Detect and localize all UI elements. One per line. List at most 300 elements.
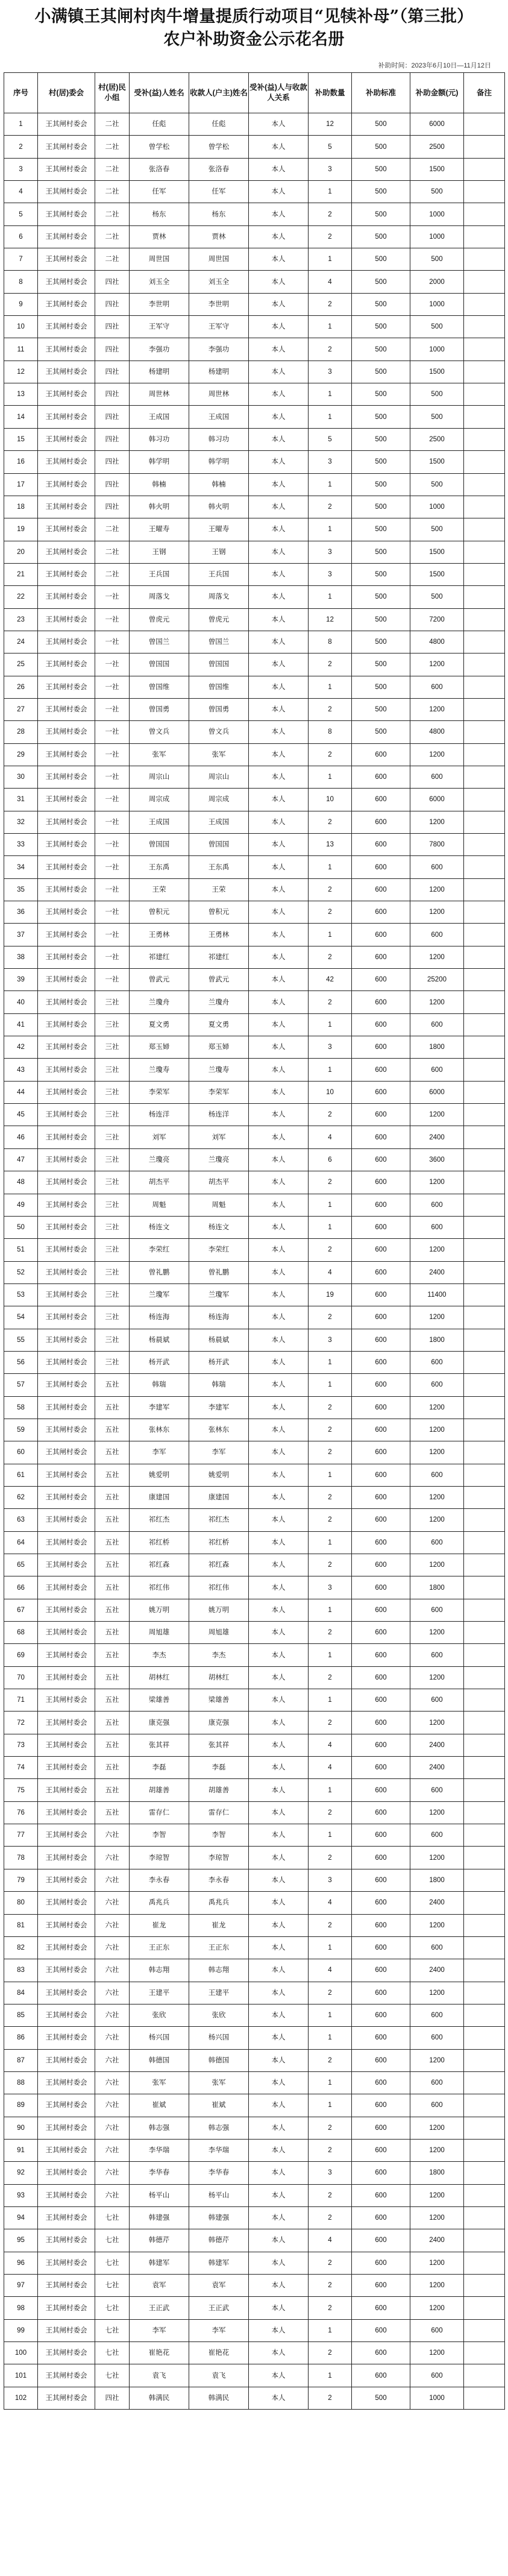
cell-quantity: 1 xyxy=(309,1351,352,1373)
cell-relation: 本人 xyxy=(249,383,309,406)
cell-seq: 50 xyxy=(4,1216,38,1238)
cell-remark xyxy=(464,1892,505,1914)
cell-seq: 58 xyxy=(4,1396,38,1419)
cell-relation: 本人 xyxy=(249,248,309,271)
cell-village: 王其闸村委会 xyxy=(38,1824,95,1847)
cell-group: 七社 xyxy=(95,2364,130,2387)
cell-payee: 韩建军 xyxy=(189,2252,249,2274)
cell-quantity: 1 xyxy=(309,2004,352,2026)
cell-beneficiary: 韩学明 xyxy=(130,451,189,473)
table-row xyxy=(4,473,505,496)
cell-quantity: 3 xyxy=(309,1036,352,1059)
cell-remark xyxy=(464,1824,505,1847)
cell-beneficiary: 韩德国 xyxy=(130,2049,189,2071)
cell-group: 四社 xyxy=(95,293,130,315)
cell-standard: 600 xyxy=(352,1441,410,1464)
cell-payee: 韩火明 xyxy=(189,496,249,518)
cell-quantity: 2 xyxy=(309,653,352,676)
cell-remark xyxy=(464,563,505,585)
cell-payee: 康建国 xyxy=(189,1486,249,1508)
cell-quantity: 8 xyxy=(309,721,352,743)
table-row xyxy=(4,2004,505,2026)
cell-quantity: 1 xyxy=(309,1013,352,1036)
cell-standard: 600 xyxy=(352,1036,410,1059)
table-row xyxy=(4,316,505,338)
cell-relation: 本人 xyxy=(249,1666,309,1689)
cell-group: 三社 xyxy=(95,1059,130,1081)
cell-group: 一社 xyxy=(95,878,130,901)
cell-amount: 1800 xyxy=(410,1036,464,1059)
cell-village: 王其闸村委会 xyxy=(38,1419,95,1441)
cell-amount: 6000 xyxy=(410,113,464,136)
cell-seq: 65 xyxy=(4,1554,38,1576)
cell-group: 七社 xyxy=(95,2252,130,2274)
cell-amount: 600 xyxy=(410,1351,464,1373)
cell-seq: 61 xyxy=(4,1464,38,1486)
cell-village: 王其闸村委会 xyxy=(38,1464,95,1486)
cell-standard: 600 xyxy=(352,2275,410,2297)
cell-relation: 本人 xyxy=(249,1351,309,1373)
cell-village: 王其闸村委会 xyxy=(38,834,95,856)
cell-relation: 本人 xyxy=(249,271,309,293)
cell-group: 一社 xyxy=(95,676,130,698)
cell-amount: 1200 xyxy=(410,1666,464,1689)
cell-payee: 王成国 xyxy=(189,406,249,428)
cell-beneficiary: 韩志强 xyxy=(130,2117,189,2139)
cell-relation: 本人 xyxy=(249,113,309,136)
cell-remark xyxy=(464,2004,505,2026)
cell-relation: 本人 xyxy=(249,1104,309,1126)
cell-seq: 34 xyxy=(4,856,38,878)
table-row xyxy=(4,1104,505,1126)
cell-standard: 600 xyxy=(352,766,410,788)
cell-payee: 张其祥 xyxy=(189,1734,249,1756)
cell-standard: 600 xyxy=(352,2162,410,2184)
cell-standard: 600 xyxy=(352,1914,410,1936)
cell-remark xyxy=(464,1306,505,1329)
cell-beneficiary: 周落戈 xyxy=(130,586,189,608)
cell-payee: 周落戈 xyxy=(189,586,249,608)
cell-beneficiary: 祁红伟 xyxy=(130,1576,189,1599)
cell-group: 三社 xyxy=(95,1104,130,1126)
cell-amount: 600 xyxy=(410,766,464,788)
cell-seq: 71 xyxy=(4,1689,38,1712)
cell-remark xyxy=(464,383,505,406)
table-row xyxy=(4,1576,505,1599)
cell-group: 五社 xyxy=(95,1419,130,1441)
cell-remark xyxy=(464,1509,505,1531)
cell-seq: 98 xyxy=(4,2297,38,2319)
cell-quantity: 1 xyxy=(309,924,352,946)
cell-relation: 本人 xyxy=(249,2049,309,2071)
cell-standard: 600 xyxy=(352,1959,410,1982)
cell-village: 王其闸村委会 xyxy=(38,766,95,788)
table-row xyxy=(4,181,505,203)
cell-village: 王其闸村委会 xyxy=(38,2184,95,2206)
cell-standard: 500 xyxy=(352,653,410,676)
table-row xyxy=(4,2162,505,2184)
cell-quantity: 2 xyxy=(309,2342,352,2364)
cell-amount: 6000 xyxy=(410,1081,464,1103)
cell-standard: 600 xyxy=(352,1216,410,1238)
cell-remark xyxy=(464,1734,505,1756)
cell-amount: 600 xyxy=(410,856,464,878)
cell-group: 五社 xyxy=(95,1712,130,1734)
cell-amount: 1200 xyxy=(410,2252,464,2274)
cell-relation: 本人 xyxy=(249,2071,309,2094)
cell-seq: 42 xyxy=(4,1036,38,1059)
cell-remark xyxy=(464,1126,505,1148)
cell-amount: 500 xyxy=(410,316,464,338)
cell-remark xyxy=(464,631,505,653)
table-row xyxy=(4,2275,505,2297)
cell-amount: 1200 xyxy=(410,1982,464,2004)
cell-relation: 本人 xyxy=(249,1689,309,1712)
cell-village: 王其闸村委会 xyxy=(38,1059,95,1081)
cell-quantity: 2 xyxy=(309,2252,352,2274)
cell-standard: 600 xyxy=(352,2004,410,2026)
cell-quantity: 1 xyxy=(309,518,352,541)
cell-payee: 任彪 xyxy=(189,113,249,136)
cell-remark xyxy=(464,1712,505,1734)
cell-beneficiary: 袁军 xyxy=(130,2275,189,2297)
cell-relation: 本人 xyxy=(249,789,309,811)
cell-seq: 91 xyxy=(4,2139,38,2161)
cell-village: 王其闸村委会 xyxy=(38,2162,95,2184)
cell-standard: 500 xyxy=(352,518,410,541)
cell-amount: 1000 xyxy=(410,338,464,361)
cell-relation: 本人 xyxy=(249,1982,309,2004)
cell-standard: 500 xyxy=(352,293,410,315)
cell-payee: 李强功 xyxy=(189,338,249,361)
cell-relation: 本人 xyxy=(249,451,309,473)
cell-payee: 李军 xyxy=(189,1441,249,1464)
cell-standard: 600 xyxy=(352,2071,410,2094)
cell-remark xyxy=(464,361,505,383)
cell-relation: 本人 xyxy=(249,1194,309,1216)
cell-beneficiary: 刘玉全 xyxy=(130,271,189,293)
cell-remark xyxy=(464,2275,505,2297)
cell-group: 一社 xyxy=(95,721,130,743)
cell-quantity: 2 xyxy=(309,1666,352,1689)
cell-amount: 1200 xyxy=(410,1801,464,1824)
cell-village: 王其闸村委会 xyxy=(38,1306,95,1329)
cell-remark xyxy=(464,1464,505,1486)
cell-village: 王其闸村委会 xyxy=(38,1283,95,1306)
cell-standard: 500 xyxy=(352,428,410,450)
cell-seq: 39 xyxy=(4,969,38,991)
cell-remark xyxy=(464,1847,505,1869)
cell-quantity: 2 xyxy=(309,698,352,720)
cell-amount: 1200 xyxy=(410,2117,464,2139)
cell-village: 王其闸村委会 xyxy=(38,2094,95,2117)
cell-relation: 本人 xyxy=(249,2184,309,2206)
cell-standard: 600 xyxy=(352,1801,410,1824)
table-row xyxy=(4,856,505,878)
cell-village: 王其闸村委会 xyxy=(38,248,95,271)
cell-relation: 本人 xyxy=(249,1734,309,1756)
cell-village: 王其闸村委会 xyxy=(38,2319,95,2341)
cell-remark xyxy=(464,136,505,158)
cell-amount: 2400 xyxy=(410,1734,464,1756)
cell-payee: 韩志翔 xyxy=(189,1959,249,1982)
cell-group: 六社 xyxy=(95,2027,130,2049)
cell-remark xyxy=(464,1396,505,1419)
cell-payee: 杨开武 xyxy=(189,1351,249,1373)
table-row xyxy=(4,293,505,315)
table-row xyxy=(4,1036,505,1059)
cell-relation: 本人 xyxy=(249,1283,309,1306)
cell-remark xyxy=(464,946,505,968)
cell-standard: 600 xyxy=(352,924,410,946)
cell-remark xyxy=(464,1576,505,1599)
cell-quantity: 3 xyxy=(309,361,352,383)
cell-relation: 本人 xyxy=(249,901,309,924)
cell-group: 三社 xyxy=(95,1013,130,1036)
cell-payee: 李世明 xyxy=(189,293,249,315)
cell-payee: 崔斌 xyxy=(189,2094,249,2117)
cell-village: 王其闸村委会 xyxy=(38,361,95,383)
cell-relation: 本人 xyxy=(249,1779,309,1801)
cell-seq: 38 xyxy=(4,946,38,968)
cell-remark xyxy=(464,1486,505,1508)
cell-payee: 王钢 xyxy=(189,541,249,563)
cell-group: 六社 xyxy=(95,2004,130,2026)
cell-beneficiary: 杨平山 xyxy=(130,2184,189,2206)
cell-relation: 本人 xyxy=(249,924,309,946)
cell-standard: 600 xyxy=(352,1329,410,1351)
cell-relation: 本人 xyxy=(249,1757,309,1779)
cell-remark xyxy=(464,1531,505,1554)
cell-relation: 本人 xyxy=(249,1239,309,1261)
cell-standard: 600 xyxy=(352,1622,410,1644)
cell-amount: 1200 xyxy=(410,2139,464,2161)
cell-relation: 本人 xyxy=(249,721,309,743)
cell-standard: 600 xyxy=(352,789,410,811)
cell-beneficiary: 曾国勇 xyxy=(130,698,189,720)
cell-beneficiary: 周世国 xyxy=(130,248,189,271)
cell-standard: 600 xyxy=(352,1824,410,1847)
cell-group: 一社 xyxy=(95,969,130,991)
cell-payee: 周世国 xyxy=(189,248,249,271)
cell-remark xyxy=(464,811,505,833)
cell-amount: 500 xyxy=(410,383,464,406)
cell-amount: 25200 xyxy=(410,969,464,991)
cell-standard: 600 xyxy=(352,1104,410,1126)
cell-relation: 本人 xyxy=(249,1622,309,1644)
cell-payee: 曾国维 xyxy=(189,676,249,698)
table-row xyxy=(4,338,505,361)
cell-village: 王其闸村委会 xyxy=(38,1531,95,1554)
cell-amount: 600 xyxy=(410,924,464,946)
cell-beneficiary: 李荣军 xyxy=(130,1081,189,1103)
table-row xyxy=(4,1666,505,1689)
cell-village: 王其闸村委会 xyxy=(38,428,95,450)
cell-beneficiary: 郑玉婦 xyxy=(130,1036,189,1059)
table-row xyxy=(4,991,505,1013)
cell-amount: 1200 xyxy=(410,1509,464,1531)
cell-relation: 本人 xyxy=(249,1599,309,1621)
cell-relation: 本人 xyxy=(249,338,309,361)
cell-quantity: 2 xyxy=(309,2297,352,2319)
cell-seq: 63 xyxy=(4,1509,38,1531)
cell-standard: 600 xyxy=(352,743,410,766)
cell-seq: 69 xyxy=(4,1644,38,1666)
cell-village: 王其闸村委会 xyxy=(38,1239,95,1261)
table-row xyxy=(4,1914,505,1936)
header-group: 村(居)民小组 xyxy=(95,73,130,113)
cell-quantity: 4 xyxy=(309,1959,352,1982)
table-row xyxy=(4,766,505,788)
cell-group: 四社 xyxy=(95,428,130,450)
cell-standard: 600 xyxy=(352,2094,410,2117)
cell-seq: 95 xyxy=(4,2229,38,2252)
cell-quantity: 2 xyxy=(309,1914,352,1936)
header-standard: 补助标准 xyxy=(352,73,410,113)
cell-remark xyxy=(464,1757,505,1779)
cell-amount: 1200 xyxy=(410,2184,464,2206)
cell-beneficiary: 杨东 xyxy=(130,203,189,225)
cell-remark xyxy=(464,1329,505,1351)
header-beneficiary: 受补(益)人姓名 xyxy=(130,73,189,113)
cell-remark xyxy=(464,1419,505,1441)
cell-relation: 本人 xyxy=(249,1081,309,1103)
cell-payee: 杨连文 xyxy=(189,1216,249,1238)
cell-group: 五社 xyxy=(95,1531,130,1554)
cell-seq: 100 xyxy=(4,2342,38,2364)
cell-seq: 11 xyxy=(4,338,38,361)
cell-remark xyxy=(464,834,505,856)
cell-remark xyxy=(464,406,505,428)
cell-remark xyxy=(464,878,505,901)
cell-amount: 600 xyxy=(410,1374,464,1396)
cell-standard: 600 xyxy=(352,1982,410,2004)
cell-relation: 本人 xyxy=(249,1486,309,1508)
cell-payee: 李建军 xyxy=(189,1396,249,1419)
cell-standard: 500 xyxy=(352,496,410,518)
cell-payee: 杨兴国 xyxy=(189,2027,249,2049)
cell-relation: 本人 xyxy=(249,1464,309,1486)
cell-village: 王其闸村委会 xyxy=(38,1329,95,1351)
cell-village: 王其闸村委会 xyxy=(38,946,95,968)
cell-quantity: 3 xyxy=(309,563,352,585)
cell-quantity: 1 xyxy=(309,766,352,788)
cell-payee: 李永春 xyxy=(189,1869,249,1891)
cell-relation: 本人 xyxy=(249,1712,309,1734)
table-row xyxy=(4,2364,505,2387)
table-row xyxy=(4,1464,505,1486)
cell-seq: 40 xyxy=(4,991,38,1013)
cell-village: 王其闸村委会 xyxy=(38,924,95,946)
cell-quantity: 1 xyxy=(309,2071,352,2094)
cell-relation: 本人 xyxy=(249,1216,309,1238)
cell-group: 四社 xyxy=(95,383,130,406)
cell-standard: 600 xyxy=(352,2297,410,2319)
table-row xyxy=(4,1148,505,1171)
cell-beneficiary: 张军 xyxy=(130,743,189,766)
cell-village: 王其闸村委会 xyxy=(38,721,95,743)
table-row xyxy=(4,1801,505,1824)
cell-relation: 本人 xyxy=(249,991,309,1013)
cell-village: 王其闸村委会 xyxy=(38,1959,95,1982)
cell-standard: 500 xyxy=(352,383,410,406)
cell-seq: 66 xyxy=(4,1576,38,1599)
cell-quantity: 3 xyxy=(309,1869,352,1891)
cell-payee: 崔龙 xyxy=(189,1914,249,1936)
cell-payee: 王军守 xyxy=(189,316,249,338)
cell-seq: 18 xyxy=(4,496,38,518)
cell-relation: 本人 xyxy=(249,473,309,496)
cell-remark xyxy=(464,1982,505,2004)
cell-standard: 600 xyxy=(352,1712,410,1734)
cell-beneficiary: 王成国 xyxy=(130,406,189,428)
cell-group: 四社 xyxy=(95,406,130,428)
cell-amount: 1200 xyxy=(410,901,464,924)
cell-group: 二社 xyxy=(95,181,130,203)
cell-beneficiary: 王正武 xyxy=(130,2297,189,2319)
cell-relation: 本人 xyxy=(249,518,309,541)
cell-relation: 本人 xyxy=(249,2027,309,2049)
cell-standard: 600 xyxy=(352,1666,410,1689)
cell-amount: 1800 xyxy=(410,1329,464,1351)
cell-beneficiary: 李军 xyxy=(130,1441,189,1464)
cell-seq: 36 xyxy=(4,901,38,924)
cell-payee: 杨平山 xyxy=(189,2184,249,2206)
cell-beneficiary: 胡林红 xyxy=(130,1666,189,1689)
cell-payee: 袁飞 xyxy=(189,2364,249,2387)
cell-standard: 600 xyxy=(352,1171,410,1194)
cell-relation: 本人 xyxy=(249,1801,309,1824)
cell-payee: 周宗成 xyxy=(189,789,249,811)
cell-village: 王其闸村委会 xyxy=(38,2004,95,2026)
cell-relation: 本人 xyxy=(249,1419,309,1441)
cell-amount: 600 xyxy=(410,676,464,698)
table-row xyxy=(4,2297,505,2319)
cell-beneficiary: 康建国 xyxy=(130,1486,189,1508)
cell-remark xyxy=(464,1666,505,1689)
cell-amount: 3600 xyxy=(410,1148,464,1171)
cell-beneficiary: 周魁 xyxy=(130,1194,189,1216)
cell-quantity: 10 xyxy=(309,789,352,811)
cell-group: 一社 xyxy=(95,856,130,878)
table-row xyxy=(4,383,505,406)
cell-remark xyxy=(464,2184,505,2206)
cell-seq: 90 xyxy=(4,2117,38,2139)
cell-quantity: 1 xyxy=(309,2364,352,2387)
cell-beneficiary: 王东禹 xyxy=(130,856,189,878)
cell-amount: 600 xyxy=(410,2004,464,2026)
cell-standard: 500 xyxy=(352,721,410,743)
cell-quantity: 1 xyxy=(309,1644,352,1666)
cell-quantity: 4 xyxy=(309,271,352,293)
table-row xyxy=(4,406,505,428)
cell-village: 王其闸村委会 xyxy=(38,1374,95,1396)
cell-village: 王其闸村委会 xyxy=(38,1216,95,1238)
cell-village: 王其闸村委会 xyxy=(38,1757,95,1779)
cell-amount: 500 xyxy=(410,248,464,271)
cell-quantity: 2 xyxy=(309,1419,352,1441)
cell-village: 王其闸村委会 xyxy=(38,271,95,293)
cell-standard: 600 xyxy=(352,1126,410,1148)
cell-relation: 本人 xyxy=(249,2297,309,2319)
cell-payee: 兰瓊舟 xyxy=(189,991,249,1013)
cell-quantity: 6 xyxy=(309,1148,352,1171)
cell-standard: 600 xyxy=(352,1261,410,1283)
cell-village: 王其闸村委会 xyxy=(38,631,95,653)
cell-remark xyxy=(464,451,505,473)
cell-standard: 600 xyxy=(352,1283,410,1306)
cell-payee: 韩满民 xyxy=(189,2387,249,2409)
